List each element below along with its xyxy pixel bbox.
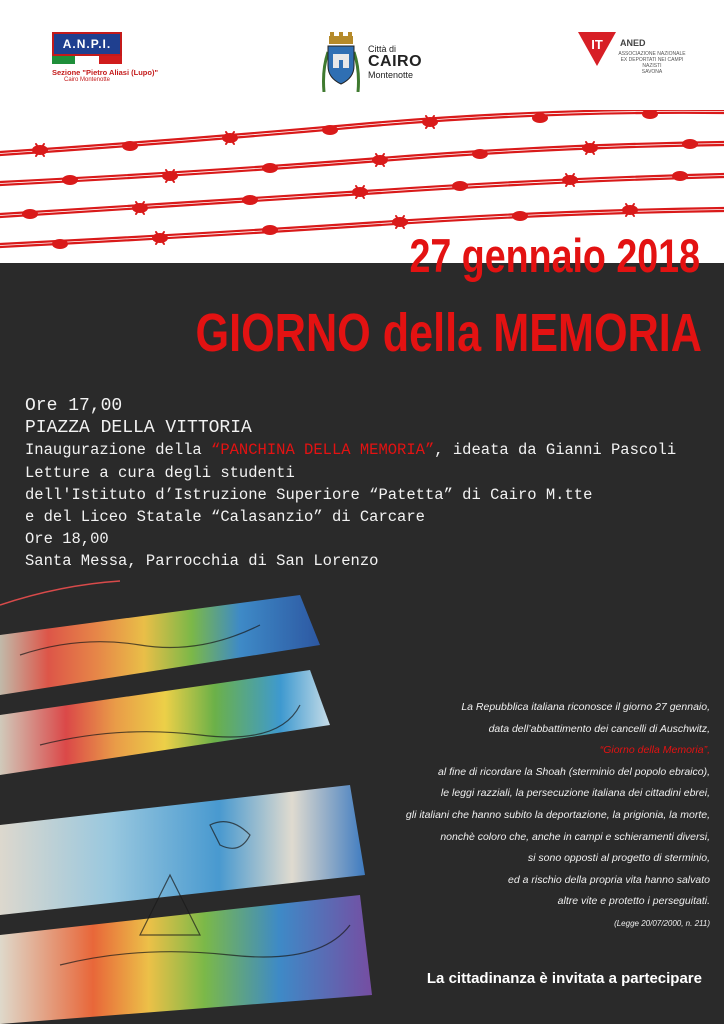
anpi-city-text: Cairo Montenotte bbox=[63, 77, 111, 83]
cairo-prefix: Città di bbox=[368, 44, 397, 54]
anpi-flag-icon bbox=[52, 56, 122, 64]
event-title: GIORNO della MEMORIA bbox=[195, 303, 702, 363]
aned-mark-text: IT bbox=[591, 37, 603, 52]
aned-subtitle: ASSOCIAZIONE NAZIONALE EX DEPORTATI NEI CAMPI NAZISTI SAVONA bbox=[618, 51, 686, 75]
law-highlight: “Giorno della Memoria”, bbox=[599, 744, 710, 757]
program-line-school-1: dell'Istituto d’Istruzione Superiore “Patetta” di Cairo M.tte bbox=[25, 485, 593, 504]
anpi-logo bbox=[52, 32, 159, 90]
aned-name: ANED bbox=[620, 38, 646, 48]
anpi-section-text: Sezione "Pietro Aliasi (Lupo)" bbox=[52, 68, 159, 77]
aned-logo bbox=[578, 32, 688, 78]
cairo-logo bbox=[320, 30, 430, 94]
law-quote: La Repubblica italiana riconosce il giorno 27 gennaio, data dell’abbattimento dei cancelli di Auschwitz, “Giorno della Memoria”, al fine di ricordare la Shoah (sterminio del popolo ebraico), le leggi razziali, la persecuzione italiana dei cittadini ebrei, gli italiani che hanno subito la deportazione, la prigionia, la morte, nonchè coloro che, anche in campi e schieramenti diversi, si sono opposti al progetto di sterminio, ed a rischio della propria vita hanno salvato altre vite e protetto i perseguitati. (Legge 20/07/2000, n. 211) bbox=[330, 697, 710, 935]
bench-name: “PANCHINA DELLA MEMORIA” bbox=[211, 441, 435, 460]
event-program bbox=[25, 395, 715, 573]
law-reference: (Legge 20/07/2000, n. 211) bbox=[614, 918, 710, 928]
program-line-school-2: e del Liceo Statale “Calasanzio” di Carcare bbox=[25, 508, 425, 527]
bench-painting-illustration bbox=[0, 575, 380, 1024]
program-time-1: Ore 17,00 bbox=[25, 396, 123, 416]
program-line-inauguration: Inaugurazione della “PANCHINA DELLA MEMORIA”, ideata da Gianni Pascoli bbox=[25, 441, 677, 460]
program-line-readings: Letture a cura degli studenti bbox=[25, 463, 295, 482]
cairo-suffix: Montenotte bbox=[368, 70, 414, 80]
program-place-1: PIAZZA DELLA VITTORIA bbox=[25, 418, 252, 439]
cairo-name: CAIRO bbox=[368, 53, 423, 70]
program-line-mass: Santa Messa, Parrocchia di San Lorenzo bbox=[25, 552, 379, 571]
invitation-text: La cittadinanza è invitata a partecipare bbox=[426, 970, 702, 987]
program-time-2: Ore 18,00 bbox=[25, 530, 109, 549]
anpi-mark: A.N.P.I. bbox=[52, 32, 122, 56]
event-date: 27 gennaio 2018 bbox=[409, 229, 700, 282]
city-crest-icon bbox=[320, 30, 362, 92]
